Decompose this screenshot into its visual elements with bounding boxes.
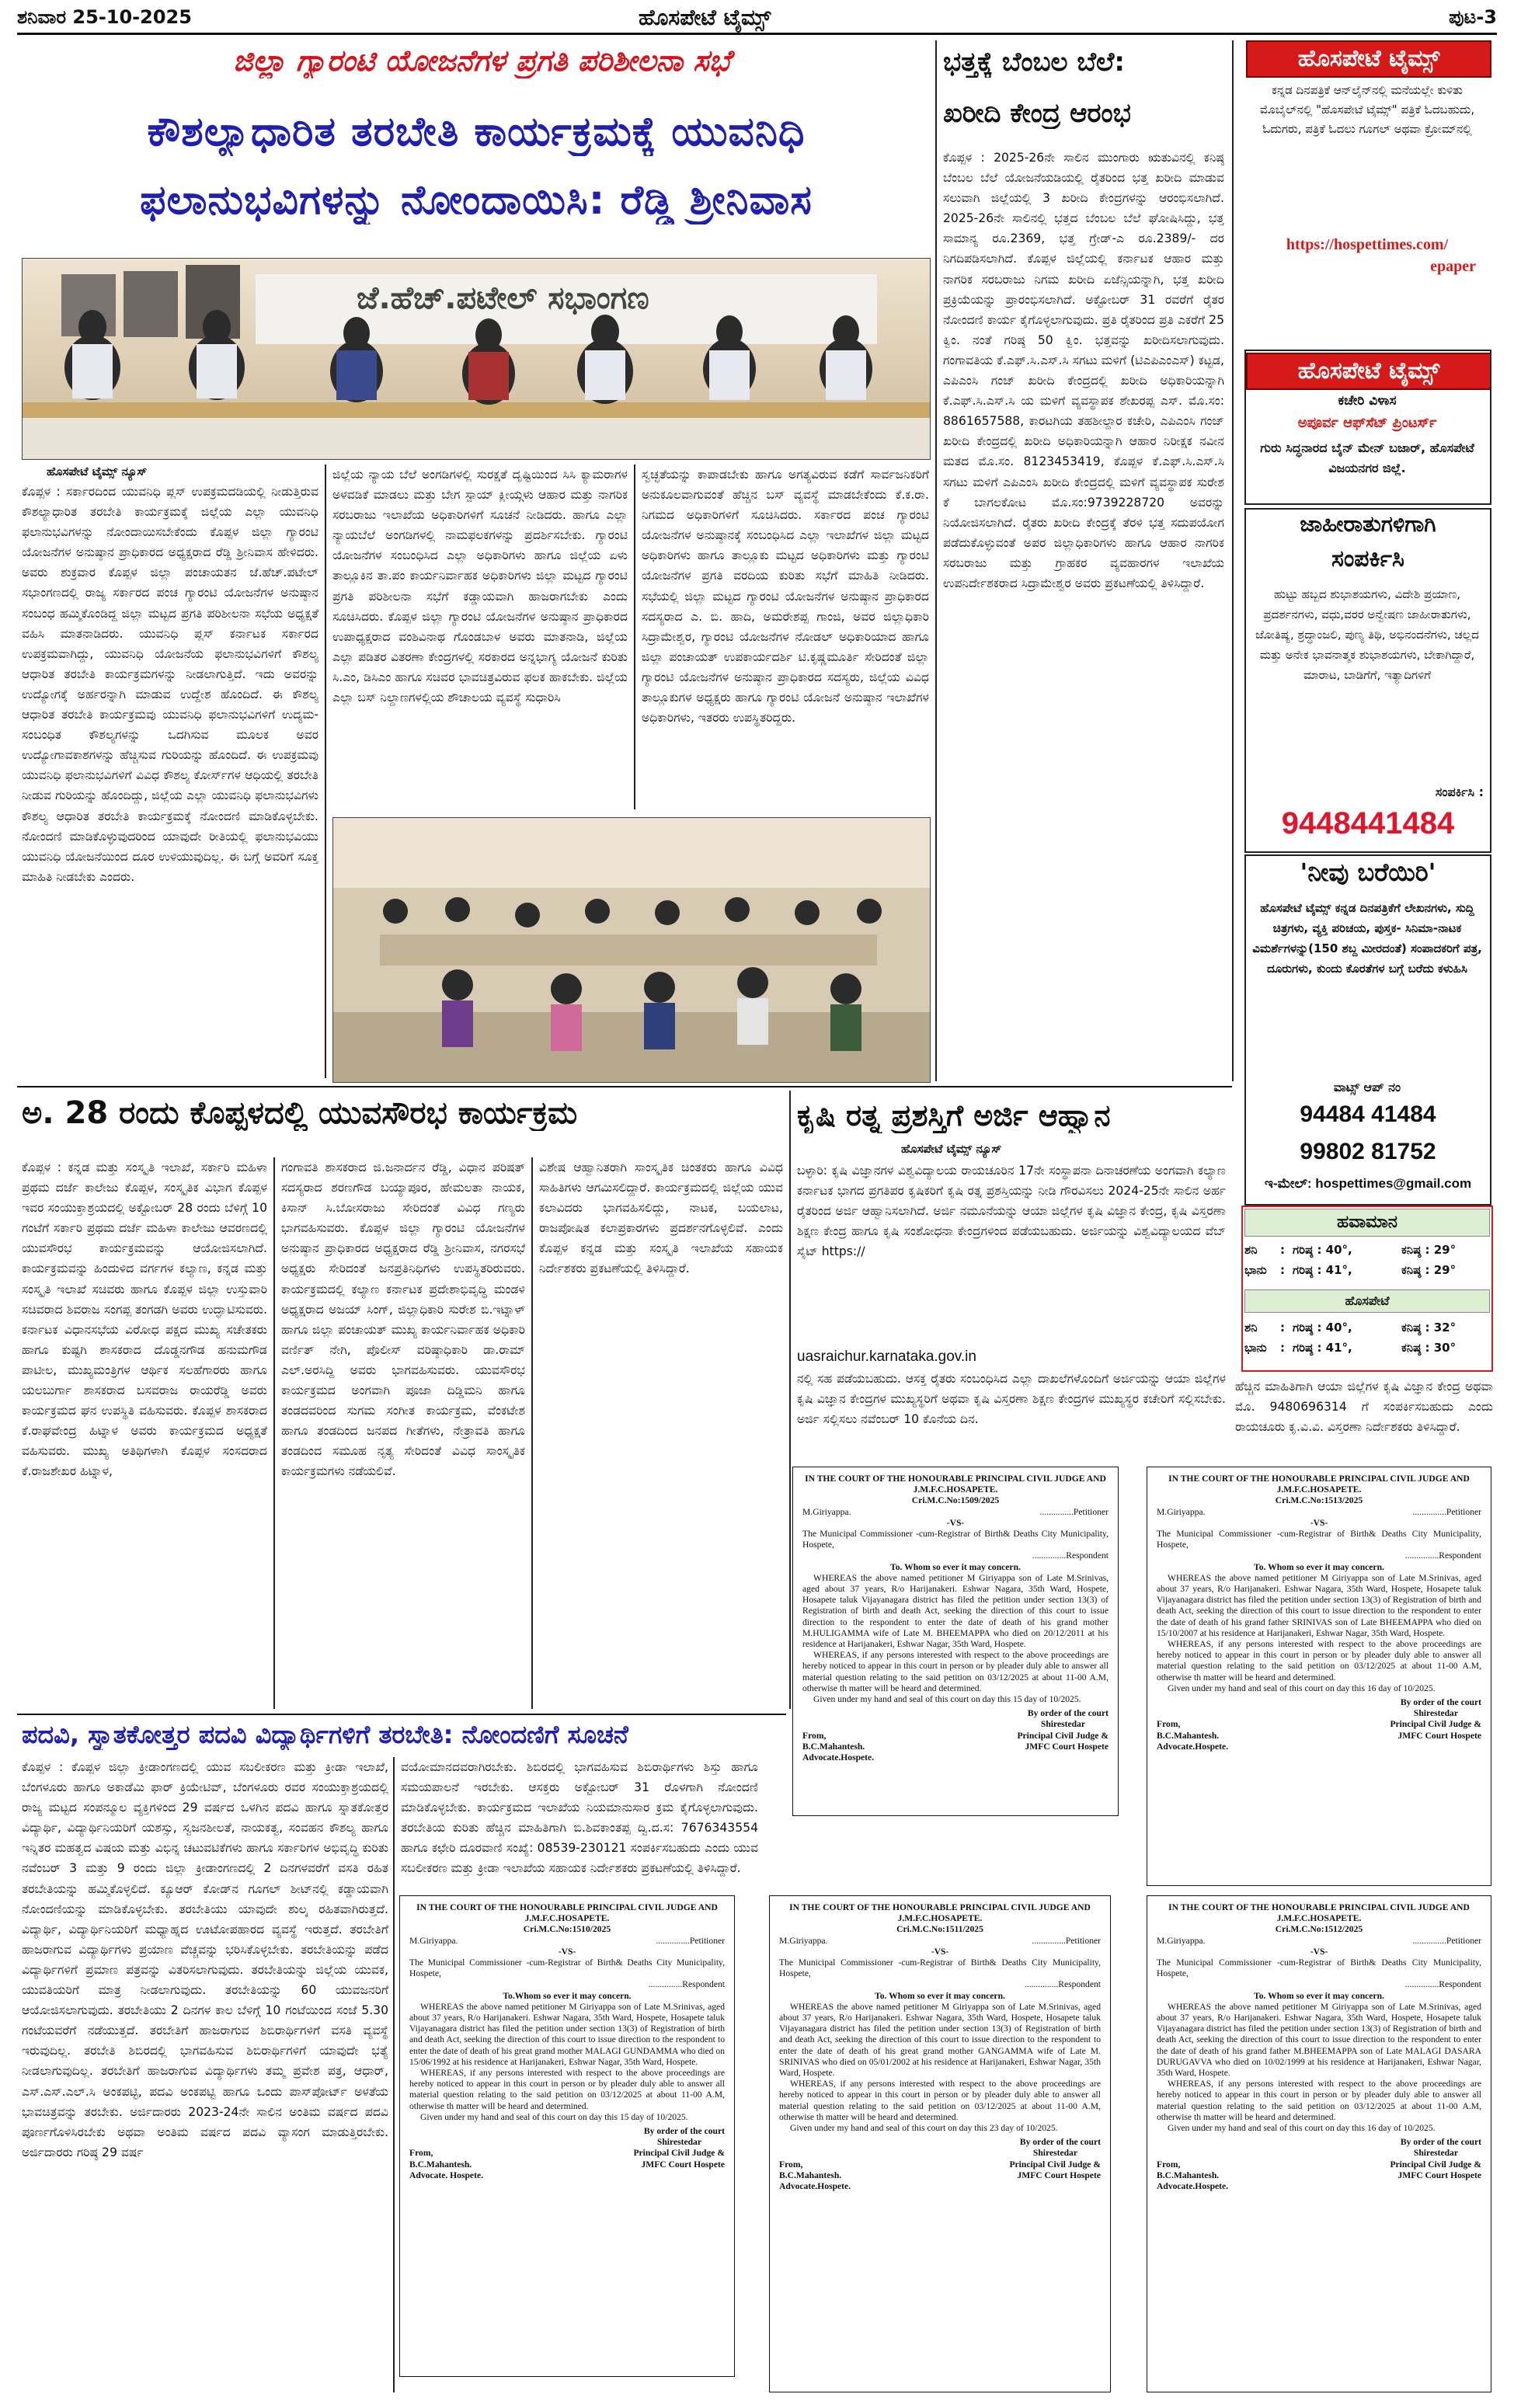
notice-from: From, [1157, 2159, 1181, 2170]
yuva-col-rule-1 [273, 1157, 275, 1709]
notice-respondent: The Municipal Commissioner -cum-Registrar of Birth& Deaths City Municipality, Hospete, [409, 1957, 725, 1979]
sidebar [1240, 40, 1496, 1384]
sidebar-office-label: ಕಚೇರಿ ವಿಳಾಸ [1338, 393, 1397, 409]
paddy-body: ಕೊಪ್ಪಳ : 2025-26ನೇ ಸಾಲಿನ ಮುಂಗಾರು ಋತುವಿನಲ್ಲಿ ಕನಿಷ್ಠ ಬೆಂಬಲ ಬೆಲೆ ಯೋಜನೆಯಡಿಯಲ್ಲಿ ರೈತರಿಂದ ಭತ್ತ ಖರೀದಿ ಮಾಡುವ ಸಲುವಾಗಿ ಜಿಲ್ಲೆಯಲ್ಲಿ 3 ಖರೀದಿ ಕೇಂದ್ರಗಳನ್ನು ಆರಂಭಿಸಲಾಗಿದೆ. 2025-26ನೇ ಸಾಲಿನಲ್ಲಿ ಭತ್ತದ ಬೆಂಬಲ ಬೆಲೆ ಘೋಷಿಸಿದ್ದು, ಭತ್ತ ಸಾಮಾನ್ಯ ರೂ.2369, ಭತ್ತ ಗ್ರೇಡ್-ಎ ರೂ.2389/- ದರ ನಿಗದಿಪಡಿಸಲಾಗಿದೆ. ಕೊಪ್ಪಳ ಜಿಲ್ಲೆಯಲ್ಲಿ ಕರ್ನಾಟಕ ಆಹಾರ ಮತ್ತು ನಾಗರಿಕ ಸರಬರಾಜು ನಿಗಮ ಖರೀದಿ ಏಜೆನ್ಸಿಯನ್ನಾಗಿ, ಭತ್ತ ಖರೀದಿ ಪ್ರಕ್ರಿಯೆಯನ್ನು ಪ್ರಾರಂಭಿಸಲಾಗಿದೆ. ಅಕ್ಟೋಬರ್ 31 ರವರೆಗೆ ರೈತರ ನೋಂದಣಿ ಕಾರ್ಯ ಕೈಗೊಳ್ಳಲಾಗುವುದು. ಪ್ರತಿ ರೈತರಿಂದ ಪ್ರತಿ ಎಕರೆಗೆ 25 ಕ್ವಿಂ. ನಂತೆ ಗರಿಷ್ಠ 50 ಕ್ವಿಂ. ಭತ್ತವನ್ನು ಖರೀದಿಸಲಾಗುವುದು. ಗಂಗಾವತಿಯ ಕೆ.ಎಫ್.ಸಿ.ಎಸ್.ಸಿ ಸಗಟು ಮಳಿಗೆ (ಟಿಎಪಿಎಂಎಸ್) ಕಟ್ಟಡ, ಎಪಿಎಂಸಿ ಗಂಜ್ ಖರೀದಿ ಕೇಂದ್ರದಲ್ಲಿ ಖರೀದಿ ಅಧಿಕಾರಿಯನ್ನಾಗಿ ಕೆ.ಎಫ್.ಸಿ.ಎಸ್.ಸಿ ಯ ಮಳಿಗೆ ವ್ಯವಸ್ಥಾಪಕ ಶೇಖರಪ್ಪ ಎಸ್. ಮೊ.ಸಂ: 8861657588, ಕಾರಟಗಿಯ ತಹಶೀಲ್ದಾರ ಕಚೇರಿ, ಎಪಿಎಂಸಿ ಗಂಜ್ ಖರೀದಿ ಕೇಂದ್ರದಲ್ಲಿ ಖರೀದಿ ಅಧಿಕಾರಿಯನ್ನಾಗಿ ಆಹಾರ ನಿರೀಕ್ಷಕ ನವೀನ ಮತದ ಮೊ.ಸಂ. 8123453419, ಕೊಪ್ಪಳ ಕೆ.ಎಫ್.ಸಿ.ಎಸ್.ಸಿ ಸಗಟು ಮಳಿಗೆ ಎಪಿಎಂಸಿ ಖರೀದಿ ಕೇಂದ್ರದಲ್ಲಿ ಮಳಿಗೆ ವ್ಯವಸ್ಥಾಪಕ ಸುರೇಶ ಕೆ ಬಾಗಲಕೋಟ ಮೊ.ಸಂ:9739228720 ಅವರನ್ನು ನಿಯೋಜಿಸಲಾಗಿದೆ. ರೈತರು ಖರೀದಿ ಕೇಂದ್ರಕ್ಕೆ ತೆರಳಿ ಭತ್ತ ಸದುಪಯೋಗ ಪಡೆದುಕೊಳ್ಳುವಂತೆ ಅಪರ ಜಿಲ್ಲಾಧಿಕಾರಿಗಳು ಹಾಗೂ ಆಹಾರ ನಾಗರಿಕ ಸರಬರಾಜು ಮತ್ತು ಗ್ರಾಹಕರ ವ್ಯವಹಾರಗಳ ಇಲಾಖೆಯ ಉಪನಿರ್ದೇಶಕರಾದ ಸಿದ್ರಾಮೇಶ್ವರ ಅವರು ಪ್ರಕಟಣೆಯಲ್ಲಿ ತಿಳಿಸಿದ್ದಾರೆ. [943, 151, 1224, 590]
yuva-column-2: ಗಂಗಾವತಿ ಶಾಸಕರಾದ ಜಿ.ಜನಾರ್ದನ ರೆಡ್ಡಿ, ವಿಧಾನ ಪರಿಷತ್ ಸದಸ್ಯರಾದ ಶರಣಗೌಡ ಬಯ್ಯಾಪೂರ, ಹೇಮಲತಾ ನಾಯಕ, ಕಿಸಾನ್ ಸಿ.ಬೋಸರಾಜು ಸೇರಿದಂತೆ ವಿವಿಧ ಗಣ್ಯರು ಭಾಗವಹಿಸುವರು. ಕೊಪ್ಪಳ ಜಿಲ್ಲಾ ಗ್ಯಾರಂಟಿ ಯೋಜನೆಗಳ ಅನುಷ್ಠಾನ ಪ್ರಾಧಿಕಾರದ ಅಧ್ಯಕ್ಷರಾದ ರೆಡ್ಡಿ ಶ್ರೀನಿವಾಸ, ನಗರಸಭೆ ಅಧ್ಯಕ್ಷರು ಸೇರಿದಂತೆ ಜನಪ್ರತಿನಿಧಿಗಳು ಉಪಸ್ಥಿತರಿರುವರು. ಕಾರ್ಯಕ್ರಮದಲ್ಲಿ ಕಲ್ಯಾಣ ಕರ್ನಾಟಕ ಪ್ರದೇಶಾಭಿವೃದ್ಧಿ ಮಂಡಳಿ ಅಧ್ಯಕ್ಷರಾದ ಅಜಯ್ ಸಿಂಗ್, ಜಿಲ್ಲಾಧಿಕಾರಿ ಸುರೇಶ ಬಿ.ಇಟ್ನಾಳ್ ಹಾಗೂ ಜಿಲ್ಲಾ ಪಂಚಾಯತ್ ಮುಖ್ಯ ಕಾರ್ಯನಿರ್ವಾಹಕ ಅಧಿಕಾರಿ ವರ್ಣಿತ್ ನೇಗಿ, ಪೊಲೀಸ್ ವರಿಷ್ಠಾಧಿಕಾರಿ ಡಾ.ರಾಮ್ ಎಲ್.ಅರಸಿದ್ದಿ ಅವರು ಭಾಗವಹಿಸುವರು. ಯುವಸೌರಭ ಕಾರ್ಯಕ್ರಮದ ಅಂಗವಾಗಿ ಪೂಜಾ ದಿಡ್ಡಿಮನಿ ಹಾಗೂ ತಂಡದವರಿಂದ ಸುಗಮ ಸಂಗೀತ ಕಾರ್ಯಕ್ರಮ, ವೆಂಕಟೇಶ ಹಾಗೂ ತಂಡದಿಂದ ಜನಪದ ಗೀತೆಗಳು, ನೇತ್ರಾವತಿ ಹಾಗೂ ತಂಡದಿಂದ ಸಮೂಹ ನೃತ್ಯ ಸೇರಿದಂತೆ ವಿವಿಧ ಸಾಂಸ್ಕೃತಿಕ ಕಾರ್ಯಕ್ರಮಗಳು ನಡೆಯಲಿವೆ. [281, 1161, 525, 1479]
notice-advocate-place: Advocate. Hospete. [409, 2170, 483, 2180]
sidebar-ads-text: ಹುಟ್ಟು ಹಬ್ಬದ ಶುಭಾಶಯಗಳು, ವಿದೇಶಿ ಪ್ರಯಾಣ, ಪ್ರದರ್ಶನಗಳು, ವಧು,ವರರ ಅನ್ವೇಷಣ ಜಾಹೀರಾತುಗಳು, ಜೋತಿಷ್ಯ, ಶ್ರದ್ಧಾಂಜಲಿ, ಪುಣ್ಯ ತಿಥಿ, ಅಭಿನಂದನೆಗಳು, ಚಲ್ಲದ ಮತ್ತು ಅನೇಕ ಭಾವನಾತ್ಮಕ ಶುಭಾಶಯಗಳು, ಬೇಕಾಗಿದ್ದಾರೆ, ಮಾರಾಟ, ಬಾಡಿಗೆಗೆ, ಇತ್ಯಾದಿಗಳಿಗೆ [1255, 587, 1479, 682]
notice-jmfc: JMFC Court Hospete [641, 2159, 725, 2170]
notice-order: By order of the court [1400, 2137, 1481, 2148]
notice-footer-row-2 [409, 2159, 725, 2170]
notice-footer-row [1157, 1719, 1481, 1730]
paddy-right-rule [1232, 40, 1234, 1081]
sidebar-ads-title-2: ಸಂಪರ್ಕಿಸಿ [1331, 545, 1404, 572]
notice-concern: To.Whom so ever it may concern. [503, 1990, 632, 2001]
notice-court-name: IN THE COURT OF THE HONOURABLE PRINCIPAL CIVIL JUDGE AND J.M.F.C.HOSAPETE. [416, 1902, 718, 1924]
notice-petitioner: M.Giriyappa. [802, 1506, 851, 1517]
notice-petitioner-row [1157, 1507, 1481, 1518]
court-notice [1147, 1895, 1491, 2392]
masthead-date: ಶನಿವಾರ 25-10-2025 [17, 6, 192, 28]
notice-vs: -VS- [931, 1946, 949, 1957]
notice-body: WHEREAS the above named petitioner M Giriyappa son of Late M.Srinivas, aged about 37 years, R/o Harijanakeri. Eshwar Nagara, 35th Ward, Hospete, Hosapete taluk Vijayanagara district has filed the petition under section 13(3) of Registration of birth and death Act, seeking the direction of this court to issue direction to the respondent to enter the date of death of his grand father SRINIVAS son of Late BHEEMAPPA who died on 15/10/2007 at his residence at Harijanakeri, Eshwar Nagar, 35th Ward, Hospete. [1157, 1572, 1481, 1638]
masthead-page: ಪುಟ-3 [1449, 6, 1497, 28]
notice-petitioner: M.Giriyappa. [779, 1935, 828, 1946]
notice-case-number: Cri.M.C.No:1509/2025 [911, 1495, 1000, 1506]
weather-day: ಶನಿ [1244, 1243, 1258, 1257]
yuva-column-1: ಕೊಪ್ಪಳ : ಕನ್ನಡ ಮತ್ತು ಸಂಸ್ಕೃತಿ ಇಲಾಖೆ, ಸರ್ಕಾರಿ ಮಹಿಳಾ ಪ್ರಥಮ ದರ್ಜೆ ಕಾಲೇಜು ಕೊಪ್ಪಳ, ಸಂಸ್ಕೃತಿಕ ವಿಭಾಗ ಕೊಪ್ಪಳ ಇವರ ಸಂಯುಕ್ತಾಶ್ರಯದಲ್ಲಿ ಅಕ್ಟೋಬರ್ 28 ರಂದು ಬೆಳಿಗ್ಗೆ 10 ಗಂಟೆಗೆ ಸರ್ಕಾರಿ ಪ್ರಥಮ ದರ್ಜೆ ಮಹಿಳಾ ಕಾಲೇಜು ಆವರಣದಲ್ಲಿ ಯುವಸೌರಭ ಕಾರ್ಯಕ್ರಮವನ್ನು ಆಯೋಜಿಸಲಾಗಿದೆ. ಕಾರ್ಯಕ್ರಮವನ್ನು ಹಿಂದುಳಿದ ವರ್ಗಗಳ ಕಲ್ಯಾಣ, ಕನ್ನಡ ಮತ್ತು ಸಂಸ್ಕೃತಿ ಇಲಾಖೆ ಸಚಿವರು ಹಾಗೂ ಕೊಪ್ಪಳ ಜಿಲ್ಲಾ ಉಸ್ತುವಾರಿ ಸಚಿವರಾದ ಶಿವರಾಜ ಸಂಗಪ್ಪ ತಂಗಡಗಿ ಅವರು ಉದ್ಘಾಟಿಸುವರು. ಕರ್ನಾಟಕ ವಿಧಾನಸಭೆಯ ವಿರೋಧ ಪಕ್ಷದ ಮುಖ್ಯ ಸಚೇತಕರು ಹಾಗೂ ಕುಷ್ಟಗಿ ಶಾಸಕರಾದ ದೊಡ್ಡನಗೌಡ ಹನುಮಗೌಡ ಪಾಟೀಲ, ಮುಖ್ಯಮಂತ್ರಿಗಳ ಆರ್ಥಿಕ ಸಲಹೆಗಾರರು ಹಾಗೂ ಯಲಬುರ್ಗಾ ಶಾಸಕರಾದ ಬಸವರಾಜ ರಾಯರೆಡ್ಡಿ ಅವರು ಕಾರ್ಯಕ್ರಮದ ಘನ ಉಪಸ್ಥಿತಿ ವಹಿಸುವರು. ಕೊಪ್ಪಳ ಶಾಸಕರಾದ ಕೆ.ರಾಘವೇಂದ್ರ ಹಿಟ್ನಾಳ ಅವರು ಕಾರ್ಯಕ್ರಮದ ಅಧ್ಯಕ್ಷತೆ ವಹಿಸುವರು. ಮುಖ್ಯ ಅತಿಥಿಗಳಾಗಿ ಕೊಪ್ಪಳ ಸಂಸದರಾದ ಕೆ.ರಾಜಶೇಖರ ಹಿಟ್ನಾಳ, [22, 1161, 267, 1479]
court-notice [1147, 1467, 1491, 1886]
notice-court-name: IN THE COURT OF THE HONOURABLE PRINCIPAL CIVIL JUDGE AND J.M.F.C.HOSAPETE. [1168, 1474, 1470, 1495]
notice-judge: Principal Civil Judge & [1390, 2159, 1481, 2170]
notice-body-2: WHEREAS, if any persons interested with respect to the above proceedings are hereby noticed to appear in this court in person or by pleader duly able to answer all material question relating to the said petition on 03/12/2025 at about 11-00 A.M, otherwise th matter will be heard and determined. [779, 2079, 1101, 2122]
notice-body: WHEREAS the above named petitioner M Giriyappa son of Late M.Srinivas, aged about 37 years, R/o Harijanakeri. Eshwar Nagara, 35th Ward, Hospete, Hosapete taluk Vijayanagara district has filed the petition under section 13(3) of Registration of birth and death Act, seeking the direction of this court to issue direction to the respondent to enter the date of death of his great grand mother GANGAMMA wife of Late M. SRINIVAS who died on 05/01/2002 at his residence at Harijanakeri, Eshwar Nagar, 35th Ward, Hospete. [779, 2001, 1101, 2079]
weather-min: ಕನಿಷ್ಠ : 32° [1401, 1321, 1457, 1334]
notice-concern: To. Whom so ever it may concern. [890, 1561, 1021, 1572]
training-column-1: ಕೊಪ್ಪಳ : ಕೊಪ್ಪಳ ಜಿಲ್ಲಾ ಕ್ರೀಡಾಂಗಣದಲ್ಲಿ ಯುವ ಸಬಲೀಕರಣ ಮತ್ತು ಕ್ರೀಡಾ ಇಲಾಖೆ, ಬೆಂಗಳೂರು ಹಾಗೂ ಅಕಾಡೆಮಿ ಫಾರ್ ಕ್ರಿಯೇಟಿವ್, ಬೆಂಗಳೂರು ರವರ ಸಂಯುಕ್ತಾಶ್ರಯದಲ್ಲಿ ರಾಜ್ಯ ಮಟ್ಟದ ಸಂಪನ್ಮೂಲ ವ್ಯಕ್ತಿಗಳಿಂದ 29 ವರ್ಷದ ಒಳಗಿನ ಪದವಿ ಹಾಗೂ ಸ್ನಾತಕೋತ್ತರ ವಿದ್ಯಾರ್ಥಿ, ವಿದ್ಯಾರ್ಥಿನಿಯರಿಗೆ ಯಶಸ್ಸು, ಸ್ವಜನಶೀಲತೆ, ನಾಯಕತ್ವ, ಸಂವಹನ ಕೌಶಲ್ಯ ಹಾಗೂ ಇನ್ನಿತರ ಮಹತ್ವದ ವಿಷಯ ಮತ್ತು ವಿಭಿನ್ನ ಚಟುವಟಿಕೆಗಳು ಹಾಗೂ ಸರ್ಕಾರಿಗಳ ಅಭಿವೃದ್ಧಿ ಕುರಿತು ನವೆಂಬರ್ 3 ಮತ್ತು 9 ರಂದು ಜಿಲ್ಲಾ ಕ್ರೀಡಾಂಗಣದಲ್ಲಿ 2 ದಿನಗಳವರೆಗೆ ವಸತಿ ರಹಿತ ತರಬೇತಿಯನ್ನು ಹಮ್ಮಿಕೊಳ್ಳಲಿದೆ. ಕ್ಯೂಆರ್ ಕೋಡ್‌ನ ಗೂಗಲ್ ಶೀಟ್‌ನಲ್ಲಿ ಕಡ್ಡಾಯವಾಗಿ ನೋಂದಣಿಯನ್ನು ಮಾಡಿಕೊಳ್ಳಬೇಕು. ತರಬೇತಿಯು ಯಾವುದೇ ಶುಲ್ಕ ರಹಿತವಾಗಿರುತ್ತದೆ. ವಿದ್ಯಾರ್ಥಿ, ವಿದ್ಯಾರ್ಥಿನಿಯರಿಗೆ ಮಧ್ಯಾಹ್ನದ ಊಟೋಪಹಾರದ ವ್ಯವಸ್ಥೆ ಇರುತ್ತದೆ. ತರಬೇತಿಗೆ ಹಾಜರಾಗುವ ವಿದ್ಯಾರ್ಥಿಗಳು ಪ್ರಯಾಣ ವೆಚ್ಚವನ್ನು ಭರಿಸಿಕೊಳ್ಳಬೇಕು. ತರಬೇತಿಯನ್ನು ಪಡೆದ ವಿದ್ಯಾರ್ಥಿಗಳಿಗೆ ಪ್ರಮಾಣ ಪತ್ರವನ್ನು ವಿತರಿಸಲಾಗುವುದು. ತರಬೇತಿಯನ್ನು ಜಿಲ್ಲೆಯ ಯುವಕ, ಯುವತಿಯರಿಗೆ ಮಾತ್ರ ನೀಡಲಾಗುವುದು. ತರಬೇತಿಯನ್ನು 60 ಯುವಜನರಿಗೆ ಆಯೋಜಿಸಲಾಗುವುದು. ತರಬೇತಿಯು 2 ದಿನಗಳ ಕಾಲ ಬೆಳಿಗ್ಗೆ 10 ಗಂಟೆಯಿಂದ ಸಂಜೆ 5.30 ಗಂಟೆಯವರೆಗೆ ನಡೆಯುತ್ತದೆ. ತರಬೇತಿಗೆ ಹಾಜರಾಗುವ ಶಿಬಿರಾರ್ಥಿಗಳಿಗೆ ವಸತಿ ವ್ಯವಸ್ಥೆ ಇರುವುದಿಲ್ಲ. ತರಬೇತಿ ಶಿಬಿರದಲ್ಲಿ ಭಾಗವಹಿಸುವ ಶಿಬಿರಾರ್ಥಿಗಳಿಗೆ ಯಾವುದೇ ಭತ್ಯೆ ನೀಡಲಾಗುವುದಿಲ್ಲ. ತರಬೇತಿಗೆ ಹಾಜರಾಗುವ ವಿದ್ಯಾರ್ಥಿಗಳು ತಮ್ಮ ಪ್ರವೇಶ ಪತ್ರ, ಆಧಾರ್, ಎಸ್.ಎಸ್.ಎಲ್.ಸಿ ಅಂಕಪಟ್ಟಿ, ಪದವಿ ಅಂಕಪಟ್ಟಿ ಹಾಗೂ ಒಂದು ಪಾಸ್‌ಪೋರ್ಟ್ ಅಳತೆಯ ಭಾವಚಿತ್ರವನ್ನು ತರಬೇಕು. ಅರ್ಜಿದಾರರು 2023-24ನೇ ಸಾಲಿನ ಅಂತಿಮ ವರ್ಷದ ಪದವಿ ಪೂರ್ಣಗೊಳಿಸಿರಬೇಕು ಅಥವಾ ಅಂತಿಮ ವರ್ಷದ ಪದವಿ ವ್ಯಾಸಂಗ ಮಾಡುತ್ತಿರಬೇಕು. ಅರ್ಜಿದಾರರು ಗರಿಷ್ಠ 29 ವರ್ಷ [22, 1760, 388, 2159]
court-notice [792, 1467, 1119, 1816]
yuva-column-3: ವಿಶೇಷ ಆಹ್ವಾನಿತರಾಗಿ ಸಾಂಸ್ಕೃತಿಕ ಚಿಂತಕರು ಹಾಗೂ ವಿವಿಧ ಸಾಹಿತಿಗಳು ಆಗಮಿಸಲಿದ್ದಾರೆ. ಕಾರ್ಯಕ್ರಮದಲ್ಲಿ ಜಿಲ್ಲೆಯ ಯುವ ಕಲಾವಿದರು ಭಾಗವಹಿಸಲಿದ್ದು, ನಾಟಕ, ಬಯಲಾಟ, ರಾಜಪೋಷಿತ ಕಲಾಪ್ರಕಾರಗಳು ಪ್ರದರ್ಶನಗೊಳ್ಳಲಿವೆ. ಎಂದು ಕೊಪ್ಪಳ ಕನ್ನಡ ಮತ್ತು ಸಂಸ್ಕೃತಿ ಇಲಾಖೆಯ ಸಹಾಯಕ ನಿರ್ದೇಶಕರು ಪ್ರಕಟಣೆಯಲ್ಲಿ ತಿಳಿಸಿದ್ದಾರೆ. [539, 1161, 783, 1276]
lead-col-rule-2 [634, 465, 635, 809]
weather-min: ಕನಿಷ್ಠ : 29° [1401, 1263, 1457, 1277]
sidebar-ads-title: ಜಾಹೀರಾತುಗಳಿಗಾಗಿ [1300, 511, 1436, 537]
notice-court-name: IN THE COURT OF THE HONOURABLE PRINCIPAL CIVIL JUDGE AND J.M.F.C.HOSAPETE. [805, 1474, 1106, 1495]
notice-given: Given under my hand and seal of this court on day this 15 day of 10/2025. [420, 2111, 688, 2122]
sidebar-epaper-text: ಕನ್ನಡ ದಿನಪತ್ರಿಕೆ ಆನ್‌ಲೈನ್‌ನಲ್ಲಿ ಮನೆಯಲ್ಲೇ ಕುಳಿತು ಮೊಬೈಲ್‌ನಲ್ಲಿ "ಹೊಸಪೇಟೆ ಟೈಮ್ಸ್" ಪತ್ರಿಕೆ ಓದಬಹುದು, ಓದುಗರು, ಪತ್ರಿಕೆ ಓದಲು ಗೂಗಲ್ ಅಥವಾ ಕ್ರೋಮ್‌ನಲ್ಲಿ [1259, 83, 1475, 136]
court-notice [769, 1895, 1111, 2392]
weather-max: ಗರಿಷ್ಠ : 40°, [1293, 1321, 1352, 1334]
notice-respondent-label: ...............Respondent [648, 1979, 725, 1990]
notice-footer-row-2 [1157, 1731, 1481, 1742]
notice-given: Given under my hand and seal of this court on day this 15 day of 10/2025. [813, 1694, 1081, 1705]
sidebar-whatsapp-label: ವಾಟ್ಸ್ ಆಪ್ ನಂ [1333, 1080, 1401, 1094]
notice-case-number: Cri.M.C.No:1512/2025 [1275, 1924, 1363, 1935]
notice-petitioner-label: ...............Petitioner [656, 1935, 725, 1946]
court-notice [399, 1895, 735, 2377]
notice-advocate: B.C.Mahantesh. [409, 2159, 472, 2170]
notice-footer-row [1157, 2159, 1481, 2170]
notice-advocate-place: Advocate.Hospete. [779, 2181, 851, 2192]
notice-court-name: IN THE COURT OF THE HONOURABLE PRINCIPAL CIVIL JUDGE AND J.M.F.C.HOSAPETE. [1168, 1902, 1470, 1924]
lead-column-3: ಸ್ವಚ್ಛತೆಯನ್ನು ಕಾಪಾಡಬೇಕು ಹಾಗೂ ಅಗತ್ಯವಿರುವ ಕಡೆಗೆ ಸಾರ್ವಜನಿಕರಿಗೆ ಅನುಕೂಲವಾಗುವಂತೆ ಹೆಚ್ಚಿನ ಬಸ್ ವ್ಯವಸ್ಥೆ ಮಾಡಬೇಕೆಂದು ಕೆ.ಕ.ರಾ. ನಿಗಮದ ಅಧಿಕಾರಿಗಳಿಗೆ ಸೂಚಿಸಿದರು. ಸರ್ಕಾರದ ಪಂಚ ಗ್ಯಾರಂಟಿ ಯೋಜನೆಗಳ ಅನುಷ್ಠಾನಕ್ಕೆ ಸಂಬಂಧಿಸಿದ ಎಲ್ಲಾ ಇಲಾಖೆಗಳ ಜಿಲ್ಲಾ ಮಟ್ಟದ ಅಧಿಕಾರಿಗಳು ಹಾಗೂ ತಾಲ್ಲೂಕು ಮಟ್ಟದ ಅಧಿಕಾರಿಗಳು ಮತ್ತು ಗ್ಯಾರಂಟಿ ಯೋಜನೆಗಳ ಪ್ರಗತಿ ವರದಿಯ ಕುರಿತು ಸಭೆಗೆ ಮಾಹಿತಿ ನೀಡಿದರು. ಸಭೆಯಲ್ಲಿ ಜಿಲ್ಲಾ ಮಟ್ಟದ ಗ್ಯಾರಂಟಿ ಯೋಜನೆಗಳ ಅನುಷ್ಠಾನ ಪ್ರಾಧಿಕಾರದ ಸದಸ್ಯರಾದ ಎ. ಬಿ. ಹಾದಿ, ಅಮರೇಶಪ್ಪ ಗಾಂಜಿ, ಅವರ ಜಿಲ್ಲಾಧಿಕಾರಿ ಸಿದ್ರಾಮೇಶ್ವರ, ಗ್ಯಾರಂಟಿ ಯೋಜನೆಗಳ ನೋಡಲ್ ಅಧಿಕಾರಿಯಾದ ಹಾಗೂ ಜಿಲ್ಲಾ ಪಂಚಾಯತ್ ಉಪಕಾರ್ಯದರ್ಶಿ ಟಿ.ಕೃಷ್ಣಮೂರ್ತಿ ಸೇರಿದಂತೆ ಜಿಲ್ಲಾ ಗ್ಯಾರಂಟಿ ಯೋಜನೆಗಳ ಅನುಷ್ಠಾನ ಪ್ರಾಧಿಕಾರದ ಸದಸ್ಯರು, ಜಿಲ್ಲೆಯ ವಿವಿಧ ತಾಲ್ಲೂಕುಗಳ ಅಧ್ಯಕ್ಷರು ಹಾಗೂ ಗ್ಯಾರಂಟಿ ಯೋಜನೆ ಅನುಷ್ಠಾನ ಇಲಾಖೆಗಳ ಅಧಿಕಾರಿಗಳು, ಇತರರು ಉಪಸ್ಥಿತರಿದ್ದರು. [642, 468, 929, 726]
paddy-headline-2: ಖರೀದಿ ಕೇಂದ್ರ ಆರಂಭ [943, 98, 1131, 129]
lead-headline-1: ಕೌಶಲ್ಯಾಧಾರಿತ ತರಬೇತಿ ಕಾರ್ಯಕ್ರಮಕ್ಕೆ ಯುವನಿಧಿ [147, 109, 806, 155]
notice-from: From, [802, 1730, 827, 1741]
notice-body: WHEREAS the above named petitioner M Giriyappa son of Late M.Srinivas, aged about 37 years, R/o Harijanakeri. Eshwar Nagara, 35th Ward, Hospete, Hosapete taluk Vijayanagara district has filed the petition under section 13(3) of Registration of birth and death Act, seeking the direction of this court to issue direction to the respondent to enter the date of death of his grand father M.BHEEMAPPA son of Late MALAGI DASARA DURUGAVVA who died on 10/02/1999 at his residence at Harijanakeri, Eshwar Nagar, 35th Ward, Hospete. [1157, 2001, 1481, 2079]
weather-box [1240, 1209, 1493, 1373]
weather-sep: : [1280, 1263, 1285, 1277]
meeting-photo-2 [332, 817, 931, 1083]
notice-body-2: WHEREAS, if any persons interested with respect to the above proceedings are hereby noticed to appear in this court in person or by pleader duly able to answer all material question relating to the said petition on 03/12/2025 at about 11-00 A.M, otherwise th matter will be heard and determined. [1157, 1639, 1481, 1682]
notice-advocate: B.C.Mahantesh. [1157, 1730, 1220, 1741]
notice-petitioner: M.Giriyappa. [1157, 1506, 1206, 1517]
sidebar-phone-1: 94484 41484 [1300, 1101, 1436, 1127]
sidebar-write-box [1244, 854, 1491, 1206]
weather-max: ಗರಿಷ್ಠ : 41°, [1293, 1341, 1352, 1355]
notice-body-2: WHEREAS, if any persons interested with respect to the above proceedings are hereby noticed to appear in this court in person or by pleader duly able to answer all material question relating to the said petition on 03/12/2025 at about 11-00 A.M, otherwise th matter will be heard and determined. [409, 2068, 725, 2111]
notice-petitioner-label: ...............Petitioner [1412, 1506, 1481, 1517]
sidebar-contact-label: ಸಂಪರ್ಕಿಸಿ : [1435, 785, 1484, 799]
notice-petitioner-row [779, 1936, 1101, 1947]
lead-right-rule [935, 40, 937, 1081]
masthead [17, 5, 1497, 33]
notice-respondent-label: ...............Respondent [1404, 1550, 1481, 1561]
sidebar-ads-box [1244, 508, 1491, 853]
notice-advocate: B.C.Mahantesh. [802, 1741, 865, 1752]
notice-respondent-label: ...............Respondent [1032, 1550, 1109, 1561]
weather-max: ಗರಿಷ್ಠ : 40°, [1293, 1243, 1352, 1257]
band-rule-2 [17, 1714, 786, 1715]
weather-border [1241, 1206, 1493, 1372]
sidebar-write-text: ಹೊಸಪೇಟೆ ಟೈಮ್ಸ್ ಕನ್ನಡ ದಿನಪತ್ರಿಕೆಗೆ ಲೇಖನಗಳು, ಸುದ್ದಿ ಚಿತ್ರಗಳು, ವ್ಯಕ್ತಿ ಪರಿಚಯ, ಪುಸ್ತಕ- ಸಿನಿಮಾ-ನಾಟಕ ವಿಮರ್ಶೆಗಳನ್ನು(150 ಶಬ್ದ ಮೀರದಂತೆ) ಸಂಪಾದಕರಿಗೆ ಪತ್ರ, ದೂರುಗಳು, ಕುಂದು ಕೊರತೆಗಳ ಬಗ್ಗೆ ಬರೆದು ಕಳುಹಿಸಿ [1252, 901, 1482, 976]
notice-jmfc: JMFC Court Hospete [1397, 2170, 1481, 2180]
notice-respondent-label: ...............Respondent [1024, 1979, 1101, 1990]
notice-petitioner-row [409, 1936, 725, 1947]
notice-concern: To. Whom so ever it may concern. [1254, 1561, 1384, 1572]
paddy-headline-1: ಭತ್ತಕ್ಕೆ ಬೆಂಬಲ ಬೆಲೆ: [943, 47, 1125, 78]
notice-footer-row [779, 2159, 1101, 2170]
notice-respondent: The Municipal Commissioner -cum-Registrar of Birth& Deaths City Municipality, Hospete, [1157, 1957, 1481, 1979]
notice-sherestedar: Shirestedar [656, 2137, 701, 2148]
lead-column-1: ಕೊಪ್ಪಳ : ಸರ್ಕಾರದಿಂದ ಯುವನಿಧಿ ಪ್ಲಸ್ ಉಪಕ್ರಮದಡಿಯಲ್ಲಿ ನೀಡುತ್ತಿರುವ ಕೌಶಲ್ಯಾಧಾರಿತ ತರಬೇತಿ ಕಾರ್ಯಕ್ರಮಕ್ಕೆ ಜಿಲ್ಲೆಯ ಎಲ್ಲಾ ಯುವನಿಧಿ ಫಲಾನುಭವಿಗಳನ್ನು ನೋಂದಾಯಿಸಬೇಕೆಂದು ಕೊಪ್ಪಳ ಜಿಲ್ಲಾ ಗ್ಯಾರಂಟಿ ಯೋಜನೆಗಳ ಅನುಷ್ಠಾನ ಪ್ರಾಧಿಕಾರದ ಅಧ್ಯಕ್ಷರಾದ ರೆಡ್ಡಿ ಶ್ರೀನಿವಾಸ ಹೇಳಿದರು. ಅವರು ಶುಕ್ರವಾರ ಕೊಪ್ಪಳ ಜಿಲ್ಲಾ ಪಂಚಾಯತನ ಜೆ.ಹೆಚ್.ಪಟೇಲ್ ಸಭಾಂಗಣದಲ್ಲಿ ರಾಜ್ಯ ಸರ್ಕಾರದ ಪಂಚ ಗ್ಯಾರಂಟಿ ಯೋಜನೆಗಳ ಅನುಷ್ಠಾನ ಸಂಬಂಧ ಹಮ್ಮಿಕೊಂಡಿದ್ದ ಜಿಲ್ಲಾ ಮಟ್ಟದ ಪ್ರಗತಿ ಪರಿಶೀಲನಾ ಸಭೆಯ ಅಧ್ಯಕ್ಷತೆ ವಹಿಸಿ ಮಾತನಾಡಿದರು. ಯುವನಿಧಿ ಪ್ಲಸ್ ಕರ್ನಾಟಕ ಸರ್ಕಾರದ ಉಪಕ್ರಮವಾಗಿದ್ದು, ಯುವನಿಧಿ ಯೋಜನೆಯ ಫಲಾನುಭವಿಗಳಿಗೆ ಕೌಶಲ್ಯ ಆಧಾರಿತ ತರಬೇತಿ ಕಾರ್ಯಕ್ರಮಗಳನ್ನು ನೀಡಲಾಗುತ್ತಿದೆ. ಇದು ಅವರನ್ನು ಉದ್ಯೋಗಕ್ಕೆ ಅರ್ಹರನ್ನಾಗಿ ಮಾಡುವ ಉದ್ದೇಶ ಹೊಂದಿದೆ. ಈ ಕೌಶಲ್ಯ ಆಧಾರಿತ ತರಬೇತಿ ಕಾರ್ಯಕ್ರಮವು ಯುವನಿಧಿ ಫಲಾನುಭವಿಗಳಿಗೆ ಉದ್ಯಮ-ಸಂಬಂಧಿತ ಕೌಶಲ್ಯಗಳನ್ನು ಒದಗಿಸುವ ಮೂಲಕ ಅವರ ಉದ್ಯೋಗಾವಕಾಶಗಳನ್ನು ಹೆಚ್ಚಿಸುವ ಗುರಿಯನ್ನು ಹೊಂದಿದೆ. ಈ ಉಪಕ್ರಮವು ಯುವನಿಧಿ ಫಲಾನುಭವಿಗಳಿಗೆ ವಿವಿಧ ಕೌಶಲ್ಯ ಕೋರ್ಸ್‌ಗಳ ಆಧಿಯಲ್ಲಿ ತರಬೇತಿ ನೀಡುವ ಗುರಿಯನ್ನು ಹೊಂದಿದ್ದು, ಜಿಲ್ಲೆಯ ಎಲ್ಲಾ ಯುವನಿಧಿ ಫಲಾನುಭವಿಗಳು ಕೌಶಲ್ಯ ಆಧಾರಿತ ತರಬೇತಿ ಕಾರ್ಯಕ್ರಮಕ್ಕೆ ನೋಂದಣಿ ಮಾಡಿಕೊಳ್ಳಬೇಕು. ನೋಂದಣಿ ಮಾಡಿಕೊಳ್ಳುವುದರಿಂದ ಯಾವುದೇ ರೀತಿಯಲ್ಲಿ ಫಲಾನುಭವಿಯು ಯುವನಿಧಿ ಯೋಜನೆಯಿಂದ ದೂರ ಉಳಿಯುವುದಿಲ್ಲ. ಈ ಬಗ್ಗೆ ಅವರಿಗೆ ಸೂಕ್ತ ಮಾಹಿತಿ ನೀಡಬೇಕು ಎಂದರು. [22, 485, 318, 884]
notice-petitioner: M.Giriyappa. [1157, 1935, 1206, 1946]
notice-from: From, [1157, 1719, 1181, 1730]
meeting-banner-text: ಜೆ.ಹೆಚ್.ಪಟೇಲ್ ಸಭಾಂಗಣ [357, 280, 649, 316]
yuva-right-rule [789, 1091, 791, 1709]
notice-footer-row-2 [802, 1742, 1109, 1752]
notice-case-number: Cri.M.C.No:1511/2025 [896, 1924, 983, 1935]
weather-city: ಹೊಸಪೇಟೆ [1244, 1289, 1490, 1313]
notice-sherestedar: Shirestedar [1040, 1719, 1085, 1730]
notice-court-name: IN THE COURT OF THE HONOURABLE PRINCIPAL CIVIL JUDGE AND J.M.F.C.HOSAPETE. [789, 1902, 1091, 1924]
krishi-byline: ಹೊಸಪೇಟೆ ಟೈಮ್ಸ್ ನ್ಯೂಸ್ [901, 1142, 1002, 1156]
masthead-title: ಹೊಸಪೇಟೆ ಟೈಮ್ಸ್ [639, 5, 771, 30]
notice-body: WHEREAS the above named petitioner M Giriyappa son of Late M.Srinivas, aged about 37 years, R/o Harijanakeri. Eshwar Nagara, 35th Ward, Hospete, Hosapete taluk Vijayanagara district has filed the petition under section 13(3) of Registration of birth and death Act, seeking the direction of this court to issue direction to the respondent to enter the date of death of his great grand mother MALAGI GUNDAMMA who died on 15/06/1992 at his residence at Harijanakeri, Eshwar Nagar, 35th Ward, Hospete. [409, 2001, 725, 2067]
sidebar-brand-1: ಹೊಸಪೇಟೆ ಟೈಮ್ಸ್ [1246, 40, 1491, 78]
notice-footer-row-2 [1157, 2170, 1481, 2181]
sidebar-write-title: 'ನೀವು ಬರೆಯಿರಿ' [1300, 858, 1436, 887]
notice-advocate-place: Advocate.Hospete. [802, 1752, 875, 1763]
krishi-url[interactable]: uasraichur.karnataka.gov.in [797, 1348, 976, 1365]
notice-footer-row [802, 1731, 1109, 1742]
weather-sep: : [1280, 1243, 1285, 1257]
sidebar-epaper-url-2[interactable]: epaper [1430, 258, 1476, 275]
notice-from: From, [409, 2148, 433, 2159]
notice-order: By order of the court [1400, 1697, 1481, 1708]
notice-vs: -VS- [1310, 1517, 1328, 1528]
meeting-photo-1 [22, 258, 931, 460]
sidebar-address: ಗುರು ಸಿದ್ಧನಾರದ ಬೈನ್ ಮೇನ್ ಬಜಾರ್, ಹೊಸಪೇಟೆ ವಿಜಯನಗರ ಜಿಲ್ಲೆ. [1260, 440, 1474, 475]
notice-given: Given under my hand and seal of this court on day this 16 day of 10/2025. [1168, 1682, 1436, 1693]
krishi-body: ಬಳ್ಳಾರಿ: ಕೃಷಿ ವಿಜ್ಞಾನಗಳ ವಿಶ್ವವಿದ್ಯಾಲಯ ರಾಯಚೂರಿನ 17ನೇ ಸಂಸ್ಥಾಪನಾ ದಿನಾಚರಣೆಯ ಅಂಗವಾಗಿ ಕಲ್ಯಾಣ ಕರ್ನಾಟಕ ಭಾಗದ ಪ್ರಗತಿಪರ ಕೃಷಿಕರಿಗೆ ಕೃಷಿ ರತ್ನ ಪ್ರಶಸ್ತಿಯನ್ನು ನೀಡಿ ಗೌರವಿಸಲು 2024-25ನೇ ಸಾಲಿನ ಅರ್ಹ ರೈತರಿಂದ ಅರ್ಜಿ ಆಹ್ವಾನಿಸಲಾಗಿದೆ. ಅರ್ಜಿ ನಮೂನೆಯನ್ನು ಆಯಾ ಜಿಲ್ಲೆಗಳ ಕೃಷಿ ವಿಜ್ಞಾನ ಕೇಂದ್ರ, ಕೃಷಿ ವಿಸ್ತರಣಾ ಶಿಕ್ಷಣ ಕೇಂದ್ರ ಹಾಗೂ ಕೃಷಿ ಸಂಶೋಧನಾ ಕೇಂದ್ರಗಳಿಂದ ಪಡೆಯಬಹುದು. ಅರ್ಜಿಯನ್ನು ವಿಶ್ವವಿದ್ಯಾಲಯದ ವೆಬ್ ಸೈಟ್ https:// [797, 1164, 1226, 1259]
notice-petitioner: M.Giriyappa. [409, 1935, 458, 1946]
notice-petitioner-row [1157, 1936, 1481, 1947]
band-rule-1 [17, 1086, 1232, 1087]
sidebar-office-box [1244, 350, 1491, 505]
notice-body-2: WHEREAS, if any persons interested with respect to the above proceedings are hereby noticed to appear in this court in person or by pleader duly able to answer all material question relating to the said petition on 03/12/2025 at about 11-00 A.M, otherwise th matter will be heard and determined. [1157, 2079, 1481, 2122]
training-headline: ಪದವಿ, ಸ್ನಾತಕೋತ್ತರ ಪದವಿ ವಿದ್ಯಾರ್ಥಿಗಳಿಗೆ ತರಬೇತಿ: ನೋಂದಣಿಗೆ ಸೂಚನೆ [22, 1720, 628, 1749]
notice-concern: To. Whom so ever it may concern. [875, 1990, 1005, 2001]
notice-respondent-label: ...............Respondent [1404, 1979, 1481, 1990]
weather-title: ಹವಾಮಾನ [1244, 1209, 1490, 1237]
notice-given: Given under my hand and seal of this court on day this 16 day of 10/2025. [1168, 2123, 1436, 2134]
notice-advocate-place: Advocate.Hospete. [1157, 2181, 1229, 2192]
notice-advocate: B.C.Mahantesh. [1157, 2170, 1220, 2180]
yuva-headline: ಅ. 28 ರಂದು ಕೊಪ್ಪಳದಲ್ಲಿ ಯುವಸೌರಭ ಕಾರ್ಯಕ್ರಮ [22, 1095, 578, 1131]
notice-jmfc: JMFC Court Hospete [1017, 2170, 1101, 2180]
notice-case-number: Cri.M.C.No:1513/2025 [1275, 1495, 1363, 1506]
notice-vs: -VS- [558, 1946, 576, 1957]
lead-byline: ಹೊಸಪೇಟೆ ಟೈಮ್ಸ್ ನ್ಯೂಸ್ [47, 465, 148, 478]
notice-order: By order of the court [1027, 1708, 1109, 1719]
notice-sherestedar: Shirestedar [1032, 2148, 1077, 2159]
notice-concern: To. Whom so ever it may concern. [1254, 1990, 1384, 2001]
krishi-headline: ಕೃಷಿ ರತ್ನ ಪ್ರಶಸ್ತಿಗೆ ಅರ್ಜಿ ಆಹ್ವಾನ [797, 1098, 1111, 1133]
weather-day: ಶನಿ [1244, 1321, 1258, 1334]
notice-case-number: Cri.M.C.No:1510/2025 [523, 1924, 611, 1935]
lead-col-rule-1 [325, 465, 326, 1078]
notice-order: By order of the court [1019, 2137, 1101, 2148]
notice-respondent: The Municipal Commissioner -cum-Registrar of Birth& Deaths City Municipality, Hospete, [802, 1529, 1109, 1550]
weather-max: ಗರಿಷ್ಠ : 41°, [1293, 1263, 1352, 1277]
notice-advocate: B.C.Mahantesh. [779, 2170, 842, 2180]
notice-jmfc: JMFC Court Hospete [1397, 1730, 1481, 1741]
lead-kicker: ಜಿಲ್ಲಾ ಗ್ಯಾರಂಟಿ ಯೋಜನೆಗಳ ಪ್ರಗತಿ ಪರಿಶೀಲನಾ ಸಭೆ [232, 43, 731, 78]
notice-body-2: WHEREAS, if any persons interested with respect to the above proceedings are hereby noticed to appear in this court in person or by pleader duly able to answer all material question relating to the said petition on 03/12/2025 at about 11-00 A.M, otherwise th matter will be heard and determined. [802, 1650, 1109, 1693]
krishi-body-3: ಹೆಚ್ಚಿನ ಮಾಹಿತಿಗಾಗಿ ಆಯಾ ಜಿಲ್ಲೆಗಳ ಕೃಷಿ ವಿಜ್ಞಾನ ಕೇಂದ್ರ ಅಥವಾ ಮೊ. 9480696314 ಗೆ ಸಂಪರ್ಕಿಸಬಹುದು ಎಂದು ರಾಯಚೂರು ಕೃ.ವಿ.ವಿ. ವಿಸ್ತರಣಾ ನಿರ್ದೇಶಕರು ತಿಳಿಸಿದ್ದಾರೆ. [1235, 1380, 1493, 1435]
lead-column-2: ಜಿಲ್ಲೆಯ ನ್ಯಾಯ ಬೆಲೆ ಅಂಗಡಿಗಳಲ್ಲಿ ಸುರಕ್ಷತೆ ದೃಷ್ಟಿಯಿಂದ ಸಿಸಿ ಕ್ಯಾಮರಾಗಳ ಅಳವಡಿಕೆ ಮಾಡಲು ಮತ್ತು ಬೇಗ ಸ್ಪಾಯ್ ಕ್ಲೀಯ್ಗಳು ಆಹಾರ ಮತ್ತು ನಾಗರಿಕ ಸರಬರಾಜು ಇಲಾಖೆಯ ಅಧಿಕಾರಿಗಳಿಗೆ ಸೂಚನೆ ನೀಡಿದರು. ಹಾಗೂ ಎಲ್ಲಾ ನ್ಯಾಯಬೆಲೆ ಅಂಗಡಿಗಳಲ್ಲಿ ನಾಮಫಲಕಗಳನ್ನು ಪ್ರದರ್ಶಿಸಬೇಕು. ಗ್ಯಾರಂಟಿ ಯೋಜನೆಗಳ ಸಂಬಂಧಿಸಿದ ಎಲ್ಲಾ ಅಧಿಕಾರಿಗಳು ಹಾಗೂ ಜಿಲ್ಲೆಯ ಏಳು ತಾಲ್ಲೂಕಿನ ತಾ.ಪಂ ಕಾರ್ಯನಿರ್ವಾಹಕ ಅಧಿಕಾರಿಗಳು ಜಿಲ್ಲಾ ಮಟ್ಟದ ಗ್ಯಾರಂಟಿ ಪ್ರಗತಿ ಪರಿಶೀಲನಾ ಸಭೆಗೆ ಕಡ್ಡಾಯವಾಗಿ ಹಾಜರಾಗಬೇಕು ಎಂದು ಸೂಚಿಸಿದರು. ಕೊಪ್ಪಳ ಜಿಲ್ಲಾ ಗ್ಯಾರಂಟಿ ಯೋಜನೆಗಳ ಅನುಷ್ಠಾನ ಪ್ರಾಧಿಕಾರದ ಉಪಾಧ್ಯಕ್ಷರಾದ ವಂಶಿವಿನಾಥ ಗೊಂಡಬಾಳ ಅವರು ಮಾತನಾಡಿ, ಜಿಲ್ಲೆಯ ಎಲ್ಲಾ ಪಡಿತರ ವಿತರಣಾ ಕೇಂದ್ರಗಳಲ್ಲಿ ಸರಕಾರದ ಅನ್ನಭಾಗ್ಯ ಯೋಜನೆ ಕುರಿತು ಸಿ.ಎಂ, ಡಿಸಿಎಂ ಹಾಗೂ ಸಚಿವರ ಭಾವಚಿತ್ರವಿರುವ ಫಲಕ ಹಾಕಬೇಕು. ಜಿಲ್ಲೆಯ ಎಲ್ಲಾ ಬಸ್ ನಿಲ್ದಾಣಗಳಲ್ಲಿಯ ಶೌಚಾಲಯ ವ್ಯವಸ್ಥೆ ಸುಧಾರಿಸಿ [332, 468, 628, 705]
yuva-col-rule-2 [531, 1157, 533, 1709]
sidebar-epaper-url[interactable]: https://hospettimes.com/ [1286, 236, 1449, 253]
sidebar-email[interactable]: ಇ-ಮೇಲ್: hospettimes@gmail.com [1264, 1176, 1472, 1191]
notice-from: From, [779, 2159, 803, 2170]
notice-vs: -VS- [1310, 1946, 1328, 1957]
weather-min: ಕನಿಷ್ಠ : 29° [1401, 1243, 1457, 1257]
notice-judge: Principal Civil Judge & [1009, 2159, 1101, 2170]
notice-vs: -VS- [946, 1517, 965, 1528]
notice-judge: Principal Civil Judge & [1017, 1730, 1109, 1741]
weather-sep: : [1280, 1341, 1285, 1355]
notice-petitioner-label: ...............Petitioner [1039, 1506, 1109, 1517]
notice-footer-row [409, 2148, 725, 2159]
notice-footer-row-2 [779, 2170, 1101, 2181]
notice-respondent: The Municipal Commissioner -cum-Registrar of Birth& Deaths City Municipality, Hospete, [1157, 1529, 1481, 1550]
weather-day: ಭಾನು [1244, 1341, 1267, 1355]
sidebar-phone-2: 99802 81752 [1300, 1139, 1436, 1164]
lead-headline-2: ಫಲಾನುಭವಿಗಳನ್ನು ನೋಂದಾಯಿಸಿ: ರೆಡ್ಡಿ ಶ್ರೀನಿವಾಸ [140, 177, 813, 224]
notice-petitioner-label: ...............Petitioner [1032, 1935, 1101, 1946]
notice-order: By order of the court [643, 2126, 725, 2137]
sidebar-brand-2: ಹೊಸಪೇಟೆ ಟೈಮ್ಸ್ [1246, 353, 1491, 390]
weather-min: ಕನಿಷ್ಠ : 30° [1401, 1341, 1457, 1355]
notice-advocate-place: Advocate.Hospete. [1157, 1741, 1229, 1752]
krishi-body-2: ನಲ್ಲಿ ಸಹ ಪಡೆಯಬಹುದು. ಆಸಕ್ತ ರೈತರು ಸಂಬಂಧಿಸಿದ ಎಲ್ಲಾ ದಾಖಲೆಗಳೊಂದಿಗೆ ಅರ್ಜಿಯನ್ನು ಆಯಾ ಜಿಲ್ಲೆಗಳ ಕೃಷಿ ವಿಜ್ಞಾನ ಕೇಂದ್ರಗಳ ಮುಖ್ಯಸ್ಥರಿಗೆ ಅಥವಾ ಕೃಷಿ ವಿಸ್ತರಣಾ ಶಿಕ್ಷಣ ಕೇಂದ್ರಗಳ ಮುಖ್ಯಸ್ಥರ ಕಚೇರಿಗೆ ಸಲ್ಲಿಸಬೇಕು. ಅರ್ಜಿ ಸಲ್ಲಿಸಲು ನವೆಂಬರ್ 10 ಕೊನೆಯ ದಿನ. [797, 1372, 1226, 1427]
weather-day: ಭಾನು [1244, 1263, 1267, 1277]
masthead-rule [17, 33, 1497, 35]
notice-petitioner-row [802, 1507, 1109, 1518]
notice-body: WHEREAS the above named petitioner M Giriyappa son of Late M.Srinivas, aged about 37 years, R/o Harijanakeri. Eshwar Nagara, 35th Ward, Hospete, Hosapete taluk Vijayanagara district has filed the petition under section 13(3) of Registration of birth and death Act, seeking the direction of this court to issue direction to the respondent to enter the date of death of his grand mother M.HULIGAMMA wife of Late M. BHEEMAPPA who died on 20/12/2011 at his residence at Harijanakeri, Eshwar Nagar, 35th Ward, Hospete. [802, 1572, 1109, 1650]
notice-given: Given under my hand and seal of this court on day this 23 day of 10/2025. [790, 2123, 1058, 2134]
sidebar-printer: ಅಪೂರ್ವ ಆಫ್‌ಸೆಟ್ ಪ್ರಿಂಟರ್ಸ್ [1297, 415, 1437, 431]
sidebar-ads-phone: 9448441484 [1281, 806, 1455, 840]
training-column-2: ವಯೋಮಾನದವರಾಗಿರಬೇಕು. ಶಿಬಿರದಲ್ಲಿ ಭಾಗವಹಿಸುವ ಶಿಬಿರಾರ್ಥಿಗಳು ಶಿಸ್ತು ಹಾಗೂ ಸಮಯಪಾಲನೆ ಇರಬೇಕು. ಆಸಕ್ತರು ಅಕ್ಟೋಬರ್ 31 ರೊಳಗಾಗಿ ನೋಂದಣಿ ಮಾಡಿಕೊಳ್ಳಬೇಕು. ಕಾರ್ಯಕ್ರಮದ ಇಲಾಖೆಯ ನಿಯಮಾನುಸಾರ ಕ್ರಮ ಕೈಗೊಳ್ಳಲಾಗುವುದು. ತರಬೇತಿಯ ಕುರಿತು ಹೆಚ್ಚಿನ ಮಾಹಿತಿಗಾಗಿ ಬಿ.ಶಿವಕಾಂತಪ್ಪ ದ್ವಿ.ದ.ಸ: 7676343554 ಹಾಗೂ ಕಛೇರಿ ದೂರವಾಣಿ ಸಂಖ್ಯೆ: 08539-230121 ಸಂಪರ್ಕಿಸಬಹುದು ಎಂದು ಯುವ ಸಬಲೀಕರಣ ಮತ್ತು ಕ್ರೀಡಾ ಇಲಾಖೆಯ ಸಹಾಯಕ ನಿರ್ದೇಶಕರು ಪ್ರಕಟಣೆಯಲ್ಲಿ ತಿಳಿಸಿದ್ದಾರೆ. [401, 1760, 758, 1876]
notice-respondent: The Municipal Commissioner -cum-Registrar of Birth& Deaths City Municipality, Hospete, [779, 1957, 1101, 1979]
meeting-photo-2-art [333, 818, 930, 1082]
notice-jmfc: JMFC Court Hospete [1025, 1741, 1109, 1752]
notice-sherestedar: Shirestedar [1413, 2148, 1458, 2159]
weather-sep: : [1280, 1321, 1285, 1334]
notice-judge: Principal Civil Judge & [633, 2148, 725, 2159]
notice-sherestedar: Shirestedar [1413, 1708, 1458, 1719]
notice-petitioner-label: ...............Petitioner [1412, 1935, 1481, 1946]
training-col-rule [393, 1757, 395, 2392]
notice-judge: Principal Civil Judge & [1390, 1719, 1481, 1730]
